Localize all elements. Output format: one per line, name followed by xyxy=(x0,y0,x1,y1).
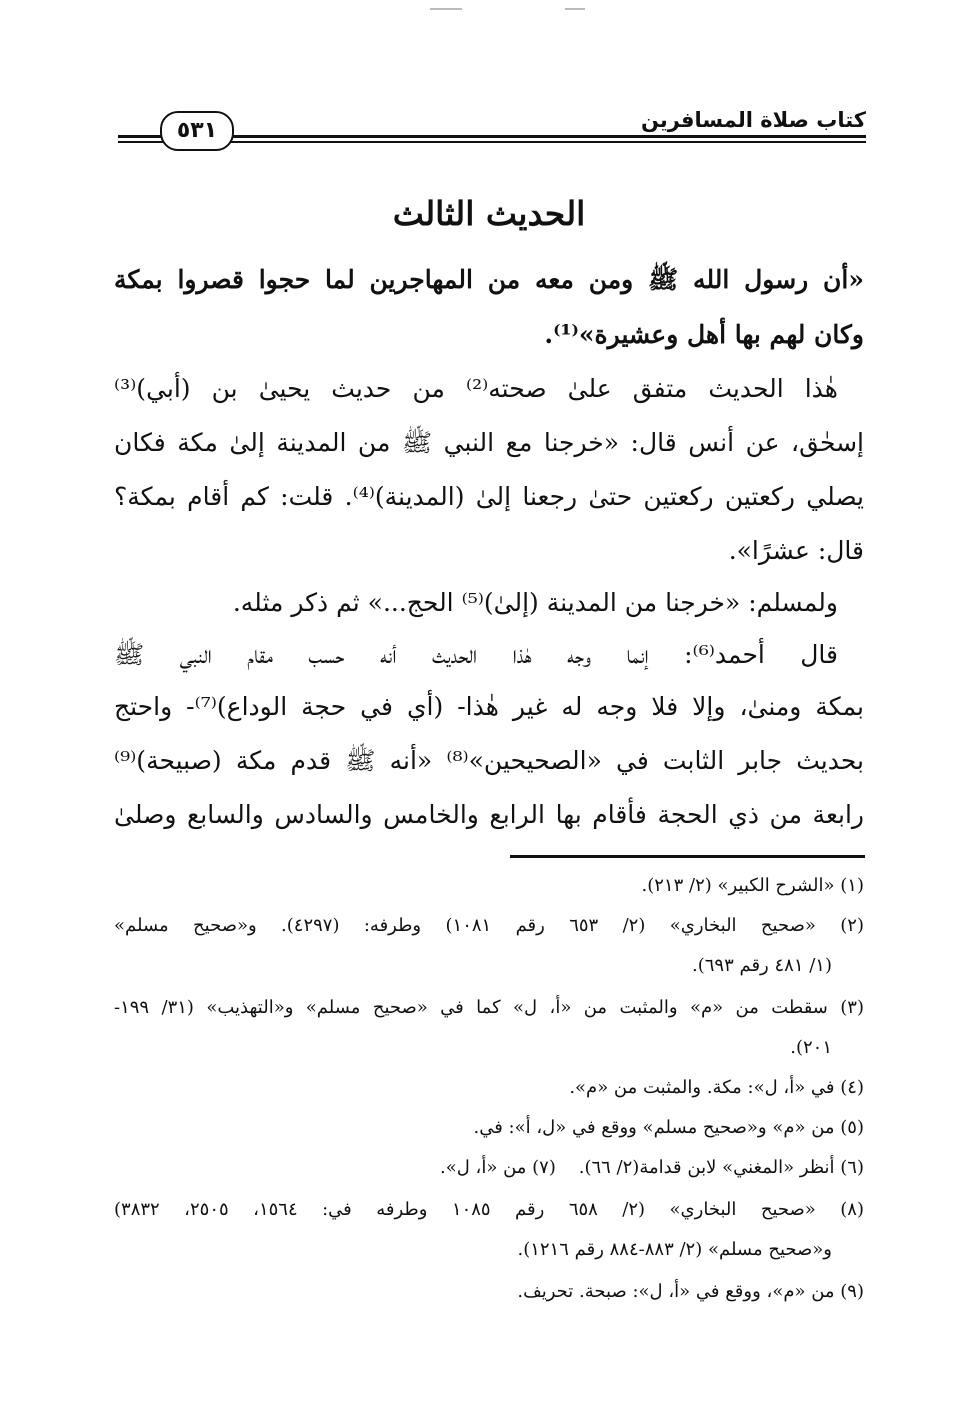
scan-mark xyxy=(565,8,585,10)
body-line: رابعة من ذي الحجة فأقام بها الرابع والخامس والسادس والسابع وصلىٰ xyxy=(114,800,864,829)
footnote-continuation: ٢٠١). xyxy=(790,1037,832,1058)
footnote: (١) «الشرح الكبير» (٢/ ٢١٣). xyxy=(641,875,864,896)
body-line: يصلي ركعتين ركعتين حتىٰ رجعنا إلىٰ (المدينة)⁽⁴⁾. قلت: كم أقام بمكة؟ xyxy=(114,482,864,511)
hadith-line: وكان لهم بها أهل وعشيرة»⁽¹⁾. xyxy=(544,320,864,349)
body-line: بحديث جابر الثابت في «الصحيحين»⁽⁸⁾ «أنه ﷺ قدم مكة (صبيحة)⁽⁹⁾ xyxy=(114,746,864,775)
footnote: (٨) «صحيح البخاري» (٢/ ٦٥٨ رقم ١٠٨٥ وطرفه في: ١٥٦٤، ٢٥٠٥، ٣٨٣٢) xyxy=(114,1199,864,1220)
running-header-title: كتاب صلاة المسافرين xyxy=(640,108,866,132)
body-line: هٰذا الحديث متفق علىٰ صحته⁽²⁾ من حديث يحيىٰ بن (أبي)⁽³⁾ xyxy=(114,374,838,403)
footnote: (٣) سقطت من «م» والمثبت من «أ، ل» كما في «صحيح مسلم» و«التهذيب» (٣١/ ١٩٩- xyxy=(114,997,864,1018)
footnote-separator xyxy=(510,855,865,858)
footnote-continuation: و«صحيح مسلم» (٢/ ٨٨٣-٨٨٤ رقم ١٢١٦). xyxy=(517,1239,832,1260)
body-line: بمكة ومنىٰ، وإلا فلا وجه له غير هٰذا- (أي في حجة الوداع)⁽⁷⁾- واحتج xyxy=(114,692,864,721)
footnote: (٥) من «م» و«صحيح مسلم» ووقع في «ل، أ»: في. xyxy=(473,1117,864,1138)
hadith-line: «أن رسول الله ﷺ ومن معه من المهاجرين لما حجوا قصروا بمكة xyxy=(114,265,864,294)
body-line: قال أحمد⁽⁶⁾: إنما وجه هٰذا الحديث أنه حسب مقام النبي ﷺ xyxy=(114,640,838,669)
footnote-continuation: (١/ ٤٨١ رقم ٦٩٣). xyxy=(691,955,832,976)
footnote: (٦) أنظر «المغني» لابن قدامة(٢/ ٦٦). (٧) من «أ، ل». xyxy=(439,1157,864,1178)
body-line: إسحٰق، عن أنس قال: «خرجنا مع النبي ﷺ من المدينة إلىٰ مكة فكان xyxy=(114,428,864,457)
footnote: (٤) في «أ، ل»: مكة. والمثبت من «م». xyxy=(569,1077,864,1098)
page-number: ٥٣١ xyxy=(160,111,234,151)
body-line: قال: عشرًا». xyxy=(728,536,864,565)
footnote: (٩) من «م»، ووقع في «أ، ل»: صبحة. تحريف. xyxy=(517,1281,864,1302)
scan-mark xyxy=(430,8,462,10)
section-heading: الحديث الثالث xyxy=(392,194,586,233)
body-line: ولمسلم: «خرجنا من المدينة (إلىٰ)⁽⁵⁾ الحج...» ثم ذكر مثله. xyxy=(232,588,838,617)
footnote: (٢) «صحيح البخاري» (٢/ ٦٥٣ رقم ١٠٨١) وطرفه: (٤٢٩٧). و«صحيح مسلم» xyxy=(114,915,864,936)
